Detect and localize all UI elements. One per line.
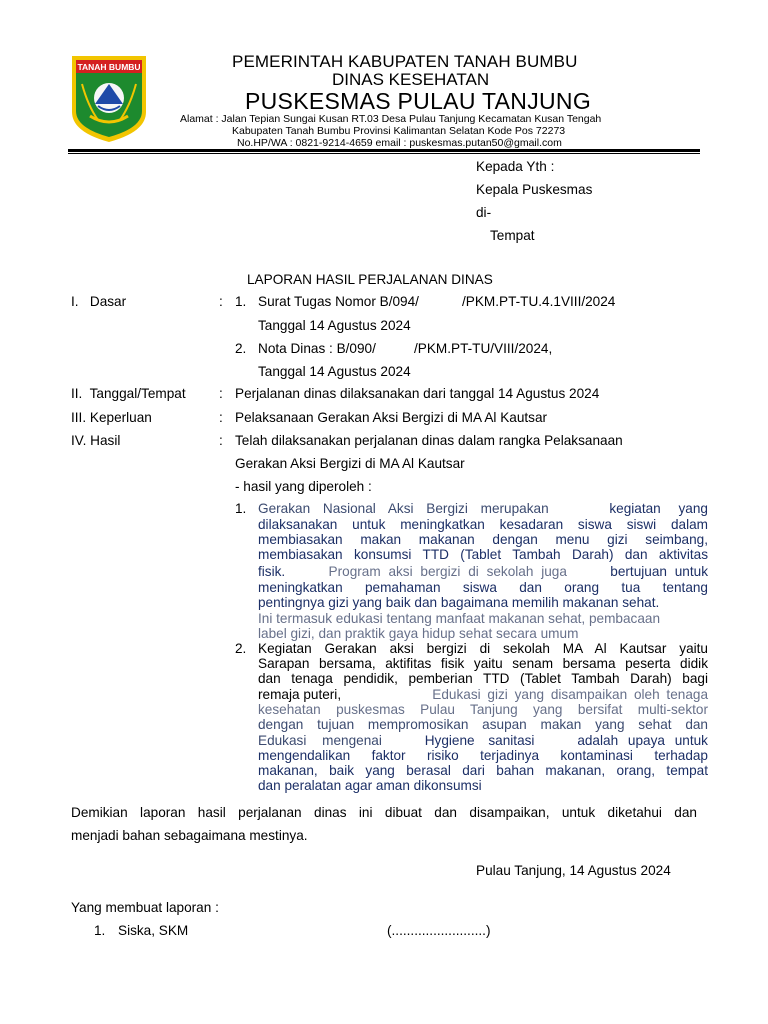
- closing-text: Demikian laporan hasil perjalanan dinas ini dibuat dan disampaikan, untuk diketahui dan: [71, 805, 697, 820]
- text-run: Edukasi mengenai: [258, 733, 382, 748]
- colon: :: [219, 433, 223, 448]
- text-run: Hygiene sanitasi: [424, 733, 535, 748]
- letterhead-rule: [68, 149, 700, 152]
- list-number: 2.: [235, 641, 247, 656]
- dasar-item-text: Nota Dinas : B/090/: [258, 341, 376, 356]
- logo-text: TANAH BUMBU: [77, 62, 141, 72]
- hasil-point-line: [258, 687, 708, 702]
- dasar-item-date: Tanggal 14 Agustus 2024: [258, 364, 411, 379]
- recipient-line: Kepada Yth :: [476, 159, 555, 174]
- signature-placeholder: (.........................): [387, 923, 491, 938]
- tanggal-value: Perjalanan dinas dilaksanakan dari tanggal 14 Agustus 2024: [235, 386, 600, 401]
- hasil-point-line: makanan, baik yang berasal dari bahan makanan, orang, tempat: [258, 763, 708, 778]
- colon: :: [219, 410, 223, 425]
- signer-name: Siska, SKM: [118, 923, 189, 938]
- hasil-point-line: Sarapan bersama, aktifitas fisik yaitu senam bersama peserta didik: [258, 656, 708, 671]
- list-number: 2.: [235, 341, 247, 356]
- text-run: fisik.: [258, 564, 286, 579]
- dasar-item-number: /PKM.PT-TU.4.1VIII/2024: [462, 294, 616, 309]
- report-title: LAPORAN HASIL PERJALANAN DINAS: [247, 272, 493, 287]
- text-run: Program aksi bergizi di sekolah juga: [328, 564, 567, 579]
- signers-heading: Yang membuat laporan :: [71, 900, 219, 915]
- section-label-hasil: IV. Hasil: [71, 433, 121, 448]
- text-run: remaja puteri,: [258, 687, 342, 702]
- letterhead-region: Kabupaten Tanah Bumbu Provinsi Kalimantan Selatan Kode Pos 72273: [232, 125, 566, 137]
- letterhead-address: Alamat : Jalan Tepian Sungai Kusan RT.03 Desa Pulau Tanjung Kecamatan Kusan Tengah: [180, 113, 602, 125]
- hasil-point-line: membiasakan konsumsi TTD (Tablet Tambah Darah) dan aktivitas: [258, 547, 708, 562]
- colon: :: [219, 294, 223, 309]
- section-label-tanggal: II. Tanggal/Tempat: [71, 386, 186, 401]
- hasil-point-line: [258, 501, 708, 516]
- text-run: kegiatan yang: [609, 501, 708, 516]
- dasar-item-number: /PKM.PT-TU/VIII/2024,: [414, 341, 553, 356]
- text-run: adalah upaya untuk: [577, 733, 708, 748]
- recipient-line: Kepala Puskesmas: [476, 182, 593, 197]
- hasil-point-line: pentingnya gizi yang baik dan bagaimana memilih makanan sehat.: [258, 595, 660, 610]
- hasil-point-line: dilaksanakan untuk meningkatkan kesadaran siswa siswi dalam: [258, 517, 708, 532]
- closing-text: menjadi bahan sebagaimana mestinya.: [71, 828, 308, 843]
- hasil-point-line: kesehatan puskesmas Pulau Tanjung yang bersifat multi-sektor: [258, 702, 708, 717]
- colon: :: [219, 386, 223, 401]
- list-number: 1.: [235, 501, 247, 516]
- hasil-point-line: meningkatkan pemahaman siswa dan orang tua tentang: [258, 580, 708, 595]
- letterhead-department: DINAS KESEHATAN: [332, 70, 490, 89]
- hasil-text: Telah dilaksanakan perjalanan dinas dalam rangka Pelaksanaan: [235, 433, 623, 448]
- hasil-point-line: dengan tujuan mempromosikan asupan makan yang sehat dan: [258, 717, 708, 732]
- text-run: bertujuan untuk: [610, 564, 708, 579]
- kabupaten-logo: [68, 54, 150, 144]
- recipient-line: di-: [476, 205, 492, 220]
- hasil-point-line: mengendalikan faktor risiko terjadinya kontaminasi terhadap: [258, 748, 708, 763]
- hasil-point-line: [258, 564, 708, 579]
- letterhead-rule-thin: [68, 153, 700, 154]
- letterhead-contact: No.HP/WA : 0821-9214-4659 email : puskesmas.putan50@gmail.com: [237, 137, 562, 149]
- hasil-point-line: dan tenaga pendidik, pemberian TTD (Tablet Tambah Darah) bagi: [258, 671, 708, 686]
- letterhead-institution: PUSKESMAS PULAU TANJUNG: [245, 88, 592, 114]
- dasar-item-date: Tanggal 14 Agustus 2024: [258, 318, 411, 333]
- letterhead-government: PEMERINTAH KABUPATEN TANAH BUMBU: [232, 52, 578, 71]
- keperluan-value: Pelaksanaan Gerakan Aksi Bergizi di MA Al Kautsar: [235, 410, 548, 425]
- text-run: Gerakan Nasional Aksi Bergizi merupakan: [258, 501, 549, 516]
- hasil-point-line: label gizi, dan praktik gaya hidup sehat secara umum: [258, 626, 579, 641]
- list-number: 1.: [235, 294, 247, 309]
- dasar-item-text: Surat Tugas Nomor B/094/: [258, 294, 419, 309]
- hasil-subheading: - hasil yang diperoleh :: [235, 479, 372, 494]
- recipient-line: Tempat: [490, 228, 535, 243]
- place-date: Pulau Tanjung, 14 Agustus 2024: [476, 863, 671, 878]
- section-label-dasar: I. Dasar: [71, 294, 127, 309]
- text-run: Edukasi gizi yang disampaikan oleh tenaga: [432, 687, 708, 702]
- hasil-point-line: Ini termasuk edukasi tentang manfaat makanan sehat, pembacaan: [258, 611, 661, 626]
- hasil-text: Gerakan Aksi Bergizi di MA Al Kautsar: [235, 456, 465, 471]
- section-label-keperluan: III. Keperluan: [71, 410, 152, 425]
- hasil-point-line: membiasakan makan makanan dengan menu gizi seimbang,: [258, 532, 708, 547]
- list-number: 1.: [94, 923, 106, 938]
- hasil-point-line: Kegiatan Gerakan aksi bergizi di sekolah MA Al Kautsar yaitu: [258, 641, 708, 656]
- hasil-point-line: [258, 733, 708, 748]
- hasil-point-line: dan peralatan agar aman dikonsumsi: [258, 778, 482, 793]
